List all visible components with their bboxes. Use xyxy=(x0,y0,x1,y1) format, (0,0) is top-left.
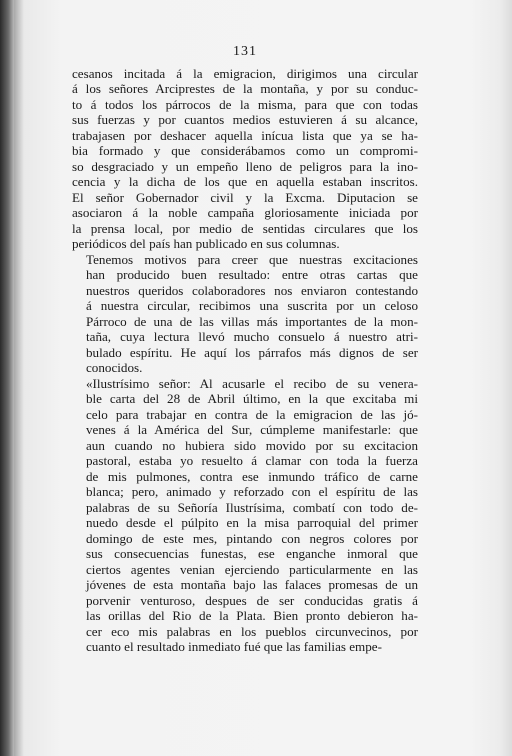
text-line: bulado espíritu. He aquí los párrafos más dignos de ser xyxy=(86,344,418,360)
text-line: so desgraciado y un empeño lleno de peligros para la ino- xyxy=(72,158,418,174)
text-line: bia formado y que considerábamos como un compromi- xyxy=(72,143,418,158)
page-number: 131 xyxy=(233,44,257,59)
text-line: á nuestra circular, recibimos una suscrita por un celoso xyxy=(86,298,418,313)
text-line: nuestros queridos colaboradores nos enviaron contestando xyxy=(86,282,418,298)
text-line: trabajasen por deshacer aquella inícua lista que ya se ha- xyxy=(72,127,418,143)
text-line: las orillas del Rio de la Plata. Bien pronto debieron ha- xyxy=(86,608,418,623)
text-line: El señor Gobernador civil y la Excma. Diputacion se xyxy=(72,189,418,205)
text-line: ciertos agentes venian ejerciendo particularmente en las xyxy=(86,561,418,577)
text-line: periódicos del país han publicado en sus columnas. xyxy=(72,236,340,251)
text-line: Tenemos motivos para creer que nuestras excitaciones xyxy=(86,251,418,267)
text-line: cesanos incitada á la emigracion, dirigimos una circular xyxy=(72,65,418,81)
text-line: jóvenes de esta montaña bajo las falaces promesas de un xyxy=(86,577,418,592)
text-line: porvenir venturoso, despues de ser conducidas gratis á xyxy=(86,592,418,608)
text-line: asociaron á la noble campaña gloriosamente iniciada por xyxy=(72,205,418,220)
text-line: cer eco mis palabras en los pueblos circunvecinos, por xyxy=(86,623,418,639)
text-line: la prensa local, por medio de sentidas circulares que los xyxy=(72,220,418,236)
text-line: venes á la América del Sur, cúmpleme manifestarle: que xyxy=(86,422,418,437)
paragraph xyxy=(72,66,418,252)
text-line: taña, cuya lectura llevó mucho consuelo á nuestro atri- xyxy=(86,329,418,344)
text-line: sus fuerzas y por cuantos medios estuvieren á su alcance, xyxy=(72,112,418,127)
body-text xyxy=(72,66,418,655)
text-line: cuanto el resultado inmediato fué que las familias empe- xyxy=(86,639,382,654)
text-line: aun cuando no hubiera sido movido por su excitacion xyxy=(86,437,418,453)
text-line: blanca; pero, animado y reforzado con el espíritu de las xyxy=(86,484,418,499)
text-line: sus consecuencias funestas, ese enganche inmoral que xyxy=(86,546,418,561)
text-line: á los señores Arciprestes de la montaña, y por su conduc- xyxy=(72,81,418,96)
text-line: nuedo desde el púlpito en la misa parroquial del primer xyxy=(86,515,418,530)
text-line: conocidos. xyxy=(86,360,143,375)
text-line: to á todos los párrocos de la misma, para que con todas xyxy=(72,96,418,112)
paragraph xyxy=(72,252,418,376)
text-line: han producido buen resultado: entre otras cartas que xyxy=(86,267,418,282)
book-binding-gutter xyxy=(0,0,14,756)
text-line: celo para trabajar en contra de la emigracion de las jó- xyxy=(86,406,418,422)
book-page xyxy=(72,44,418,655)
text-line: Párroco de una de las villas más importantes de la mon- xyxy=(86,313,418,329)
text-line: de mis pulmones, contra ese inmundo tráfico de carne xyxy=(86,468,418,484)
text-line: pastoral, estaba yo resuelto á clamar con toda la fuerza xyxy=(86,453,418,468)
text-line: cencia y la dicha de los que en aquella estaban inscritos. xyxy=(72,174,418,189)
text-line: domingo de este mes, pintando con negros colores por xyxy=(86,530,418,546)
text-line: palabras de su Señoría Ilustrísima, combatí con todo de- xyxy=(86,499,418,515)
paragraph xyxy=(72,376,418,655)
text-line: «Ilustrísimo señor: Al acusarle el recibo de su venera- xyxy=(86,375,418,391)
text-line: ble carta del 28 de Abril último, en la que excitaba mi xyxy=(86,391,418,406)
